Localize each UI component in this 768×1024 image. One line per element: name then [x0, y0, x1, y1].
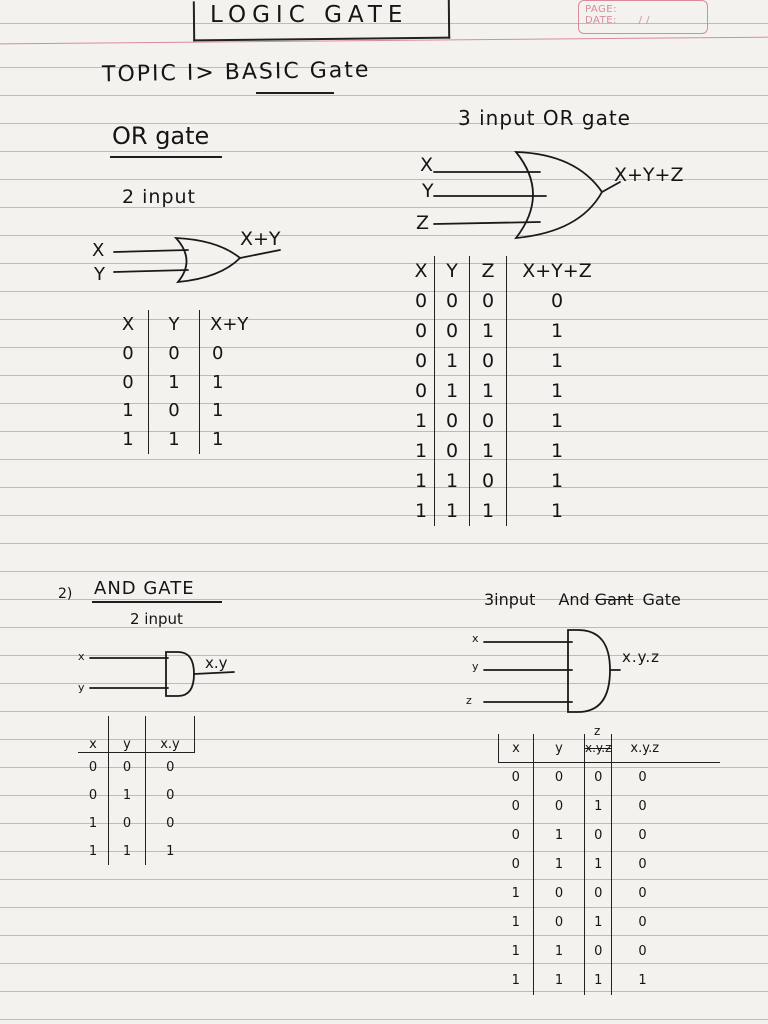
- and-3input-label: 3input And Gant Gate: [484, 590, 681, 609]
- table-cell: 0: [166, 787, 175, 803]
- table-cell: 1: [550, 380, 564, 402]
- table-cell: 0: [108, 338, 149, 368]
- and-gate-heading: AND GATE: [94, 578, 195, 599]
- table-cell: 0: [585, 879, 612, 908]
- table-cell: 0: [638, 828, 647, 843]
- table-row: [499, 908, 721, 937]
- or-3input-truth-table: [408, 256, 607, 526]
- table-cell: 0: [408, 316, 435, 346]
- table-cell: 1: [435, 496, 470, 526]
- table-row: [408, 286, 607, 316]
- table-row: [408, 436, 607, 466]
- topic-heading: TOPIC I> BASIC Gate: [101, 57, 371, 88]
- table-row: [408, 376, 607, 406]
- table-header-cell: Y: [149, 310, 200, 338]
- table-cell: 1: [108, 396, 149, 424]
- table-header-cell: x: [78, 716, 109, 753]
- table-cell: 1: [408, 496, 435, 526]
- table-cell: 0: [638, 886, 647, 901]
- and3-input-y: y: [472, 660, 479, 673]
- table-cell: 1: [550, 410, 564, 432]
- table-cell: 0: [550, 290, 564, 312]
- table-cell: 1: [499, 966, 534, 995]
- table-cell: 1: [550, 320, 564, 342]
- and3-output: x.y.z: [622, 648, 661, 666]
- table-cell: 0: [638, 799, 647, 814]
- table-cell: 0: [534, 763, 585, 793]
- table-header-row: [408, 256, 607, 286]
- table-cell: 0: [166, 815, 175, 831]
- table-cell: 1: [408, 436, 435, 466]
- and-2input-truth-table: [78, 716, 195, 865]
- table-cell: 0: [149, 396, 200, 424]
- table-cell: 1: [78, 809, 109, 837]
- table-row: [408, 316, 607, 346]
- table-cell: 1: [149, 424, 200, 454]
- table-header-cell: X: [108, 310, 149, 338]
- table-cell: 1: [550, 500, 564, 522]
- table-cell: 1: [534, 821, 585, 850]
- table-cell: 1: [408, 466, 435, 496]
- table-cell: 1: [212, 399, 224, 421]
- table-row: [108, 396, 270, 424]
- table-header-cell: X+Y: [210, 313, 249, 335]
- and-2input-label: 2 input: [130, 610, 183, 628]
- table-cell: 0: [638, 944, 647, 959]
- table-cell: 0: [212, 342, 224, 364]
- table-header-cell: x.y.z: [612, 734, 721, 763]
- table-header-cell: x.y: [146, 716, 195, 753]
- table-cell: 1: [499, 937, 534, 966]
- table-cell: 0: [470, 286, 507, 316]
- table-header-cell: X: [408, 256, 435, 286]
- page-date-stamp: [578, 0, 708, 34]
- table-cell: 1: [585, 792, 612, 821]
- and2-input-x: x: [78, 650, 85, 663]
- table-cell: 1: [108, 424, 149, 454]
- table-row: [78, 781, 195, 809]
- table-header-cell: x: [499, 734, 534, 763]
- table-cell: 0: [435, 316, 470, 346]
- table-cell: 1: [166, 843, 175, 859]
- table-cell: 0: [149, 338, 200, 368]
- table-cell: 1: [435, 466, 470, 496]
- and-gate-underline: [92, 601, 222, 603]
- table-row: [408, 346, 607, 376]
- table-cell: 1: [212, 371, 224, 393]
- table-cell: 1: [499, 908, 534, 937]
- table-cell: 1: [550, 470, 564, 492]
- table-cell: 1: [470, 316, 507, 346]
- and2-input-y: y: [78, 681, 85, 694]
- table-header-cell: X+Y+Z: [522, 260, 592, 282]
- table-cell: 1: [212, 428, 224, 450]
- table-cell: 0: [534, 879, 585, 908]
- table-row: [499, 821, 721, 850]
- table-cell: 1: [149, 368, 200, 396]
- table-row: [78, 809, 195, 837]
- table-cell: 0: [499, 850, 534, 879]
- table-cell: 0: [108, 368, 149, 396]
- table-cell: 1: [534, 850, 585, 879]
- or2-input-x: X: [92, 240, 105, 261]
- or-2input-truth-table: [108, 310, 270, 454]
- table-cell: 0: [166, 759, 175, 775]
- and-section-number: 2): [58, 586, 73, 602]
- table-cell: 0: [638, 915, 647, 930]
- table-cell: 1: [550, 440, 564, 462]
- page-title: LOGIC GATE: [210, 2, 409, 28]
- table-row: [408, 496, 607, 526]
- table-cell: 1: [78, 837, 109, 865]
- table-row: [78, 837, 195, 865]
- and3-input-x: x: [472, 632, 479, 645]
- table-cell: 1: [534, 966, 585, 995]
- table-cell: 0: [470, 406, 507, 436]
- table-cell: 1: [470, 376, 507, 406]
- or-gate-underline: [110, 156, 222, 158]
- table-cell: 0: [499, 792, 534, 821]
- table-header-cell: y: [534, 734, 585, 763]
- or3-output: X+Y+Z: [614, 164, 684, 186]
- or-3input-label: 3 input OR gate: [458, 106, 631, 130]
- table-cell: 0: [534, 908, 585, 937]
- table-cell: 0: [435, 286, 470, 316]
- table-header-row: [78, 716, 195, 753]
- or-gate-3input-symbol: [420, 148, 640, 248]
- table-cell: 1: [435, 376, 470, 406]
- table-row: [499, 792, 721, 821]
- and2-output: x.y: [205, 654, 228, 672]
- or2-output: X+Y: [240, 228, 281, 250]
- table-cell: 0: [435, 436, 470, 466]
- table-row: [108, 338, 270, 368]
- table-cell: 0: [638, 770, 647, 785]
- table-header-cell: Y: [435, 256, 470, 286]
- or3-input-x: X: [420, 154, 434, 176]
- table-cell: 0: [408, 286, 435, 316]
- table-cell: 0: [109, 753, 146, 782]
- table-cell: 0: [534, 792, 585, 821]
- table-row: [108, 368, 270, 396]
- table-row: [499, 763, 721, 793]
- table-cell: 0: [470, 346, 507, 376]
- table-row: [408, 406, 607, 436]
- table-row: [78, 753, 195, 782]
- table-cell: 1: [470, 496, 507, 526]
- table-row: [499, 937, 721, 966]
- and3-input-z: z: [466, 694, 472, 707]
- table-row: [499, 879, 721, 908]
- table-cell: 0: [585, 821, 612, 850]
- table-cell: 0: [499, 763, 534, 793]
- table-header-cell: Z: [470, 256, 507, 286]
- and-gate-3input-symbol: [474, 626, 674, 716]
- table-cell: 0: [78, 781, 109, 809]
- table-cell: 1: [109, 837, 146, 865]
- and-gate-2input-symbol: [84, 648, 254, 704]
- or2-input-y: Y: [94, 264, 105, 285]
- and-3input-truth-table: [498, 734, 720, 995]
- table-cell: 1: [638, 973, 647, 988]
- table-cell: 1: [550, 350, 564, 372]
- table-cell: 0: [408, 346, 435, 376]
- or3-input-z: Z: [416, 212, 430, 234]
- date-label: DATE: / /: [585, 15, 650, 26]
- table-cell: 1: [585, 850, 612, 879]
- table-cell: 1: [534, 937, 585, 966]
- table-cell: 0: [585, 763, 612, 793]
- table-row: [108, 424, 270, 454]
- table-cell: 0: [435, 406, 470, 436]
- table-header-row: [108, 310, 270, 338]
- table-cell: 0: [585, 937, 612, 966]
- or3-input-y: Y: [422, 180, 434, 202]
- and3-header-z: z: [594, 724, 601, 738]
- table-cell: 0: [78, 753, 109, 782]
- table-cell: 0: [638, 857, 647, 872]
- table-cell: 1: [499, 879, 534, 908]
- or-gate-heading: OR gate: [112, 122, 210, 150]
- table-header-cell: y: [109, 716, 146, 753]
- table-cell: 1: [585, 966, 612, 995]
- table-cell: 1: [109, 781, 146, 809]
- or-2input-label: 2 input: [122, 186, 197, 208]
- page-label: PAGE:: [585, 4, 617, 15]
- table-cell: 0: [109, 809, 146, 837]
- table-row: [408, 466, 607, 496]
- table-cell: 1: [435, 346, 470, 376]
- table-row: [499, 966, 721, 995]
- table-cell: 1: [585, 908, 612, 937]
- table-header-row: [499, 734, 721, 763]
- topic-underline: [256, 92, 334, 94]
- table-cell: 1: [408, 406, 435, 436]
- table-cell: 0: [499, 821, 534, 850]
- table-row: [499, 850, 721, 879]
- table-header-cell: x.y.z: [585, 734, 612, 763]
- table-cell: 0: [470, 466, 507, 496]
- table-cell: 1: [470, 436, 507, 466]
- table-cell: 0: [408, 376, 435, 406]
